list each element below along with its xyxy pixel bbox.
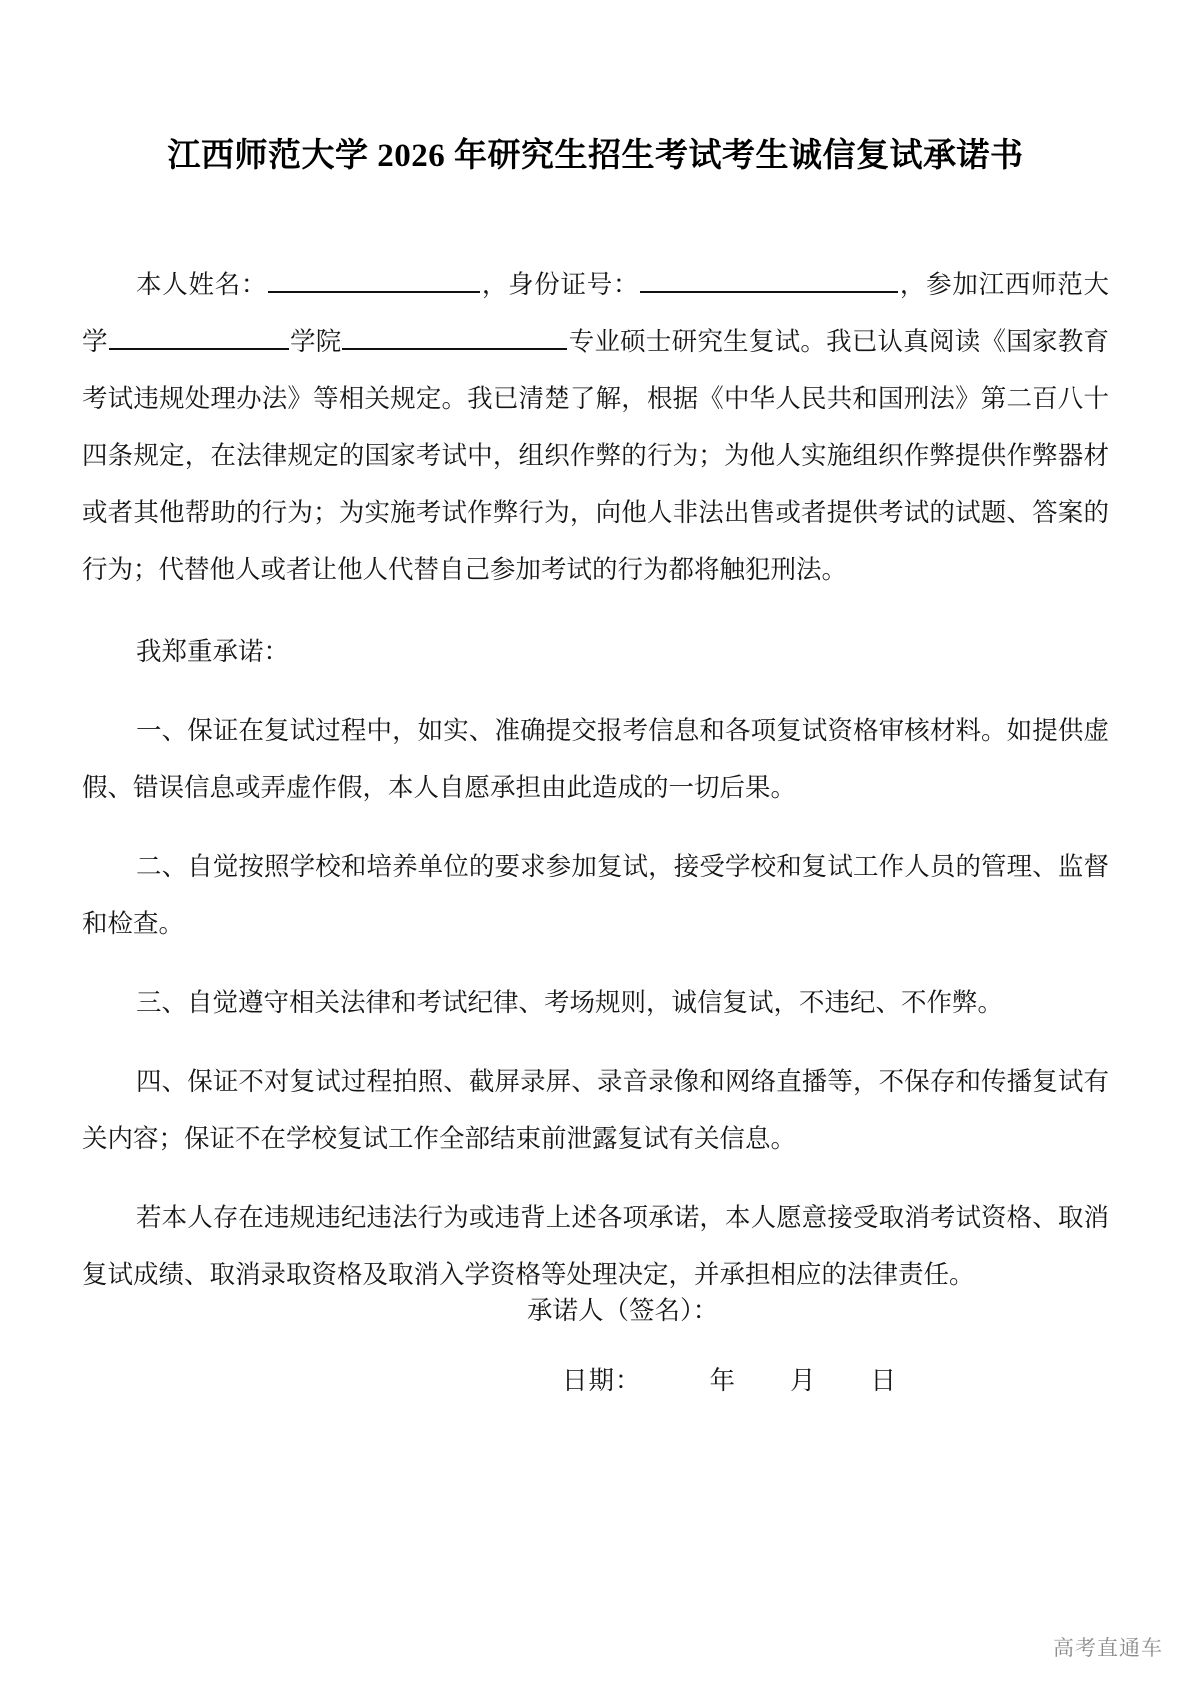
intro-tail-text: 专业硕士研究生复试。我已认真阅读《国 bbox=[568, 326, 1032, 356]
day-unit: 日 bbox=[870, 1366, 898, 1395]
id-blank-field[interactable] bbox=[640, 265, 898, 293]
pledge-item-2: 二、自觉按照学校和培养单位的要求参加复试，接受学校和复试工作人员的管理、监督和检查。 bbox=[82, 851, 1109, 938]
date-row bbox=[82, 1355, 1109, 1407]
date-label: 日期： bbox=[562, 1366, 642, 1395]
signature-block bbox=[82, 1285, 1109, 1407]
document-body bbox=[82, 0, 1109, 1684]
watermark-label: 高考直通车 bbox=[1053, 1637, 1163, 1660]
university-word: 大学 bbox=[82, 269, 1109, 356]
name-blank-field[interactable] bbox=[268, 265, 480, 293]
closing-paragraph: 若本人存在违规违纪违法行为或违背上述各项承诺，本人愿意接受取消考试资格、取消复试成绩、取消录取资格及取消入学资格等处理决定，并承担相应的法律责任。 bbox=[82, 1202, 1109, 1289]
intro-paragraph bbox=[82, 256, 1109, 598]
pledge-item-1: 一、保证在复试过程中，如实、准确提交报考信息和各项复试资格审核材料。如提供虚假、错误信息或弄虚作假，本人自愿承担由此造成的一切后果。 bbox=[82, 715, 1109, 802]
signer-label: 承诺人（签名）： bbox=[527, 1296, 719, 1325]
pledge-item-3: 三、自觉遵守相关法律和考试纪律、考场规则，诚信复试，不违纪、不作弊。 bbox=[136, 987, 1004, 1017]
intro-body-rest: 家教育考试违规处理办法》等相关规定。我已清楚了解，根据《中华人民共和国刑法》第二百八十四条规定，在法律规定的国家考试中，组织作弊的行为；为他人实施组织作弊提供作弊器材或者其他帮助的行为；为实施考试作弊行为，向他人非法出售或者提供考试的试题、答案的行为；代替他人或者让他人代替自己参加考试的行为都将触犯刑法。 bbox=[82, 326, 1109, 584]
intro-after-id-text: ，参加江西师范 bbox=[899, 269, 1084, 299]
pledge-heading: 我郑重承诺： bbox=[136, 636, 290, 666]
year-unit: 年 bbox=[709, 1366, 737, 1395]
page-title: 江西师范大学 2026 年研究生招生考试考生诚信复试承诺书 bbox=[167, 138, 1024, 174]
id-label: ，身份证号： bbox=[481, 269, 640, 299]
month-unit: 月 bbox=[790, 1366, 817, 1395]
college-word: 学院 bbox=[289, 326, 342, 356]
pledge-item-4: 四、保证不对复试过程拍照、截屏录屏、录音录像和网络直播等，不保存和传播复试有关内容；保证不在学校复试工作全部结束前泄露复试有关信息。 bbox=[82, 1066, 1109, 1153]
name-label: 本人姓名： bbox=[136, 269, 268, 299]
college-blank-field[interactable] bbox=[109, 322, 289, 350]
major-blank-field[interactable] bbox=[342, 322, 567, 350]
